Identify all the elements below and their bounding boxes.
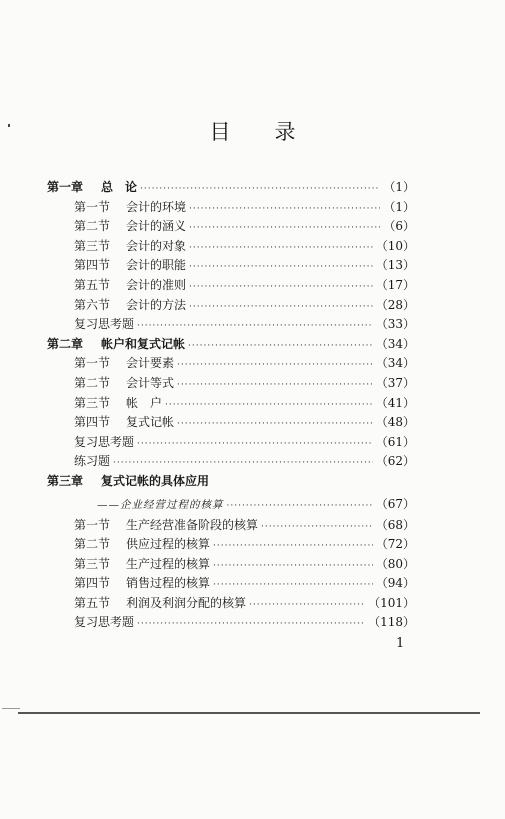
toc-leader-dots bbox=[189, 298, 373, 318]
toc-entry-title: 总 论 bbox=[101, 180, 138, 194]
page-number: 1 bbox=[396, 636, 405, 651]
toc-entry-label: 第一章 bbox=[47, 180, 84, 194]
toc-section-row bbox=[47, 433, 415, 453]
toc-leader-dots bbox=[213, 537, 373, 557]
toc-section-row bbox=[47, 452, 415, 472]
toc-entry-label: 第三章 bbox=[47, 473, 84, 488]
toc-section-row bbox=[47, 217, 415, 237]
toc-entry-title: 复式记帐的具体应用 bbox=[101, 473, 210, 488]
toc-page-number: （94） bbox=[375, 576, 415, 591]
toc-page-number: （33） bbox=[375, 317, 415, 332]
toc-entry-label: 第一节 bbox=[74, 356, 111, 371]
toc-entry-title: 生产过程的核算 bbox=[126, 556, 211, 571]
toc-page-number: （13） bbox=[375, 258, 415, 273]
toc-entry-title: 会计要素 bbox=[126, 356, 175, 371]
toc-leader-dots bbox=[189, 258, 373, 278]
toc-entry-label: 第二节 bbox=[74, 375, 111, 390]
toc-entry-title: ——企业经营过程的核算 bbox=[97, 498, 224, 511]
toc-section-row bbox=[47, 374, 415, 394]
toc-entry-label: 第一节 bbox=[74, 517, 111, 532]
toc-entry-label: 第四节 bbox=[74, 415, 111, 430]
toc-entry-label: 第三节 bbox=[74, 556, 111, 571]
toc-leader-dots bbox=[177, 415, 373, 435]
toc-leader-dots bbox=[227, 494, 373, 518]
toc-entry-title: 会计的涵义 bbox=[126, 219, 187, 234]
toc-entry-title: 复习思考题 bbox=[74, 317, 135, 332]
toc-subtitle-row bbox=[47, 492, 415, 516]
toc-leader-dots bbox=[189, 239, 373, 259]
toc-entry-label: 第五节 bbox=[74, 277, 111, 292]
toc-chapter-row bbox=[47, 335, 415, 355]
toc-section-row bbox=[47, 594, 415, 614]
toc-section-row bbox=[47, 354, 415, 374]
title-char-1: 目 bbox=[209, 120, 231, 144]
toc-page-number: （48） bbox=[375, 415, 415, 430]
toc-page-number: （10） bbox=[375, 238, 415, 253]
toc-chapter-row bbox=[47, 472, 415, 492]
toc-leader-dots bbox=[261, 518, 373, 538]
toc-entry-label: 第三节 bbox=[74, 395, 111, 410]
page-title bbox=[0, 116, 505, 146]
toc-entry-label: 第五节 bbox=[74, 595, 111, 610]
footer-rule bbox=[18, 712, 480, 714]
toc-section-row bbox=[47, 237, 415, 257]
toc-page-number: （1） bbox=[383, 199, 415, 214]
toc-page-number: （61） bbox=[375, 434, 415, 449]
toc-entry-label: 第六节 bbox=[74, 297, 111, 312]
toc-leader-dots bbox=[189, 278, 373, 298]
toc-entry-label: 第四节 bbox=[74, 258, 111, 273]
toc-section-row bbox=[47, 516, 415, 536]
toc-entry-title: 会计等式 bbox=[126, 375, 175, 390]
toc-section-row bbox=[47, 555, 415, 575]
toc-page-number: （68） bbox=[375, 517, 415, 532]
toc-section-row bbox=[47, 535, 415, 555]
toc-page-number: （17） bbox=[375, 277, 415, 292]
toc-entry-title: 复习思考题 bbox=[74, 434, 135, 449]
toc-page-number: （67） bbox=[375, 496, 415, 511]
toc-chapter-row bbox=[47, 178, 415, 198]
toc-entry-title: 帐户和复式记帐 bbox=[101, 336, 186, 351]
toc-leader-dots bbox=[188, 337, 373, 357]
toc-page-number: （118） bbox=[368, 615, 415, 630]
toc-entry-title: 利润及利润分配的核算 bbox=[126, 595, 247, 610]
toc-leader-dots bbox=[213, 557, 373, 577]
toc-page-number: （34） bbox=[375, 356, 415, 371]
toc-entry-label: 第一节 bbox=[74, 199, 111, 214]
toc-section-row bbox=[47, 256, 415, 276]
toc-page-number: （101） bbox=[368, 595, 415, 610]
toc-entry-title: 会计的环境 bbox=[126, 199, 187, 214]
toc-section-row bbox=[47, 276, 415, 296]
toc-leader-dots bbox=[165, 396, 373, 416]
toc-entry-title: 会计的职能 bbox=[126, 258, 187, 273]
toc-page-number: （28） bbox=[375, 297, 415, 312]
toc-entry-title: 生产经营准备阶段的核算 bbox=[126, 517, 259, 532]
toc-entry-label: 第二章 bbox=[47, 336, 84, 351]
toc-entry-label: 第三节 bbox=[74, 238, 111, 253]
toc-entry-title: 会计的方法 bbox=[126, 297, 187, 312]
toc-entry-title: 销售过程的核算 bbox=[126, 576, 211, 591]
toc-page-number: （62） bbox=[375, 454, 415, 469]
toc-entry-title: 复式记帐 bbox=[126, 415, 175, 430]
toc-entry-label: 第二节 bbox=[74, 219, 111, 234]
toc-page-number: （41） bbox=[375, 395, 415, 410]
toc-entry-title: 帐 户 bbox=[126, 395, 163, 410]
toc-leader-dots bbox=[137, 435, 373, 455]
toc-page-number: （6） bbox=[383, 219, 415, 234]
toc-section-row bbox=[47, 613, 415, 633]
table-of-contents bbox=[47, 178, 415, 633]
toc-leader-dots bbox=[189, 200, 380, 220]
toc-page-number: （37） bbox=[375, 375, 415, 390]
toc-section-row bbox=[47, 315, 415, 335]
toc-leader-dots bbox=[177, 376, 373, 396]
toc-entry-title: 练习题 bbox=[74, 454, 111, 469]
toc-section-row bbox=[47, 296, 415, 316]
toc-page-number: （34） bbox=[375, 336, 415, 351]
toc-leader-dots bbox=[189, 219, 380, 239]
toc-entry-title: 会计的准则 bbox=[126, 277, 187, 292]
toc-entry-title: 会计的对象 bbox=[126, 238, 187, 253]
toc-section-row bbox=[47, 394, 415, 414]
toc-page-number: （72） bbox=[375, 537, 415, 552]
toc-section-row bbox=[47, 574, 415, 594]
toc-entry-title: 复习思考题 bbox=[74, 615, 135, 630]
title-char-2: 录 bbox=[274, 120, 296, 144]
toc-page-number: （80） bbox=[375, 556, 415, 571]
toc-entry-title: 供应过程的核算 bbox=[126, 537, 211, 552]
toc-leader-dots bbox=[249, 596, 365, 616]
toc-leader-dots bbox=[177, 356, 373, 376]
toc-entry-label: 第二节 bbox=[74, 537, 111, 552]
toc-entry-label: 第四节 bbox=[74, 576, 111, 591]
toc-section-row bbox=[47, 413, 415, 433]
toc-section-row bbox=[47, 198, 415, 218]
toc-page-number: （1） bbox=[383, 180, 415, 194]
toc-leader-dots bbox=[137, 615, 365, 635]
scan-edge-line bbox=[2, 708, 20, 709]
